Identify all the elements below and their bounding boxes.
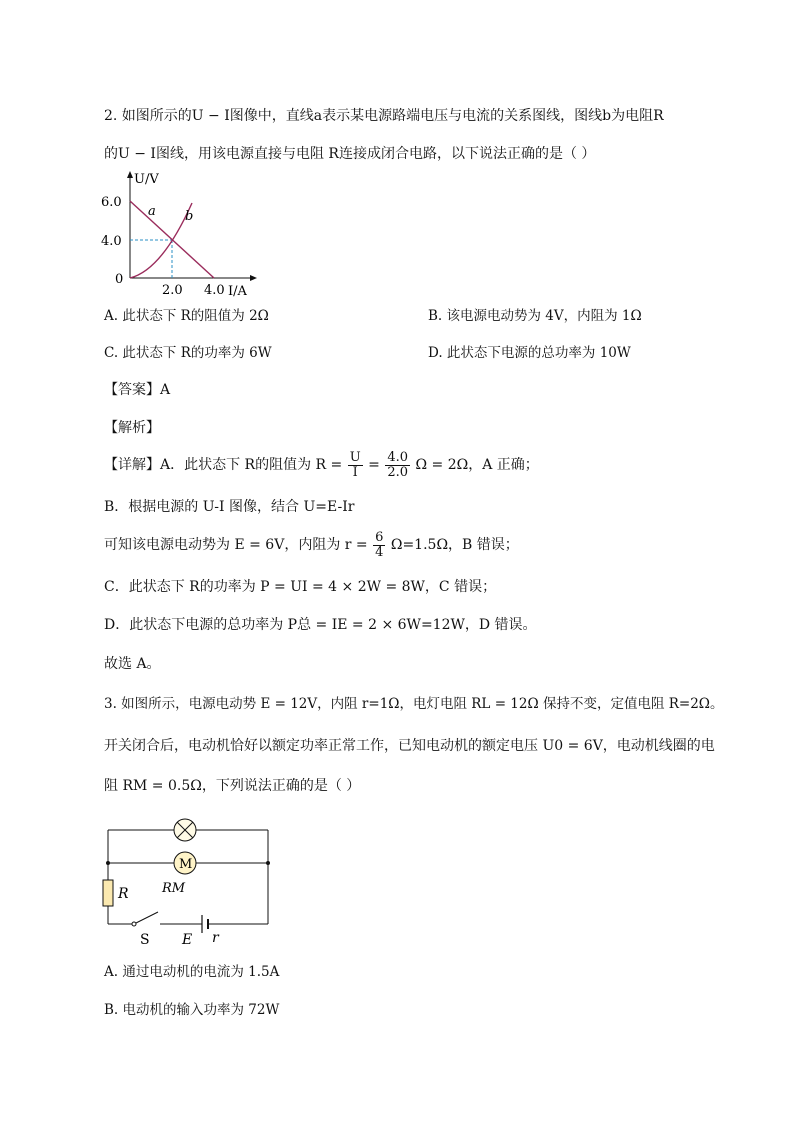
q3-stem-line1: 3. 如图所示，电源电动势 E = 12V，内阻 r=1Ω，电灯电阻 RL = 12Ω 保持不变，定值电阻 R=2Ω。 — [104, 696, 724, 712]
q2-option-c: C. 此状态下 R的功率为 6W — [104, 345, 272, 361]
circuit-svg — [96, 814, 282, 950]
q2-conclusion: 故选 A。 — [104, 656, 161, 672]
ui-graph-svg — [100, 170, 260, 298]
line-b-label: b — [185, 209, 194, 224]
x-tick-2: 2.0 — [162, 283, 183, 298]
x-axis-label: I/A — [228, 284, 247, 298]
fraction-6-over-4 — [373, 531, 385, 560]
resistor-label: R — [118, 886, 129, 902]
q2-stem-line1: 2. 如图所示的U − I图像中，直线a表示某电源路端电压与电流的关系图线，图线b为电阻R — [104, 108, 664, 124]
fraction-u-over-i — [348, 451, 363, 480]
circuit-diagram — [96, 814, 282, 954]
q2-stem-line2: 的U − I图线，用该电源直接与电阻 R连接成闭合电路，以下说法正确的是（ ） — [104, 146, 596, 162]
q3-stem-line3: 阻 RM = 0.5Ω，下列说法正确的是（ ） — [104, 778, 361, 794]
q2-detail-b2-prefix: 可知该电源电动势为 E = 6V，内阻为 r = — [104, 537, 368, 553]
fraction-numerator: U — [349, 449, 361, 465]
line-a-label: a — [148, 204, 156, 219]
fraction-4-over-2 — [385, 451, 410, 480]
q2-detail-b2-suffix: Ω=1.5Ω，B 错误； — [390, 537, 519, 553]
q2-option-a: A. 此状态下 R的阻值为 2Ω — [104, 308, 269, 324]
q2-detail-a-prefix: 【详解】A．此状态下 R的阻值为 R = — [104, 457, 343, 473]
q3-stem-line2: 开关闭合后，电动机恰好以额定功率正常工作，已知电动机的额定电压 U0 = 6V，电动机线圈的电 — [104, 738, 715, 754]
q2-detail-a-suffix: Ω = 2Ω，A 正确； — [415, 457, 539, 473]
q2-detail-b1: B．根据电源的 U-I 图像，结合 U=E-Ir — [104, 499, 355, 515]
y-axis-label: U/V — [134, 172, 159, 187]
q2-detail-c: C．此状态下 R的功率为 P = UI = 4 × 2W = 8W，C 错误； — [104, 579, 497, 595]
switch-contact — [132, 922, 136, 926]
fraction-denominator: 2.0 — [387, 464, 409, 480]
q2-option-b: B. 该电源电动势为 4V，内阻为 1Ω — [428, 308, 642, 324]
q2-detail-d: D．此状态下电源的总功率为 P总 = IE = 2 × 6W=12W，D 错误。 — [104, 617, 537, 633]
origin-label: 0 — [115, 272, 124, 287]
resistor-icon — [103, 880, 113, 906]
fraction-numerator: 4.0 — [387, 449, 409, 465]
y-tick-4: 4.0 — [101, 234, 122, 249]
q2-detail-a — [104, 448, 539, 482]
q3-option-b: B. 电动机的输入功率为 72W — [104, 1002, 280, 1018]
y-tick-6: 6.0 — [101, 195, 122, 210]
q3-option-a: A. 通过电动机的电流为 1.5A — [104, 964, 280, 980]
junction-left — [106, 861, 110, 865]
x-axis-arrow — [250, 275, 257, 281]
switch-icon — [136, 912, 158, 923]
equals-sign: = — [368, 457, 380, 473]
fraction-denominator: 4 — [375, 544, 384, 560]
q2-answer: 【答案】A — [104, 382, 171, 398]
junction-right — [266, 861, 270, 865]
fraction-denominator: I — [352, 464, 358, 480]
switch-label: S — [140, 932, 150, 948]
rm-label: RM — [162, 881, 186, 896]
q2-detail-b2 — [104, 528, 519, 562]
q2-analysis-heading: 【解析】 — [104, 420, 160, 436]
internal-resistance-label: r — [212, 930, 219, 946]
q2-option-d: D. 此状态下电源的总功率为 10W — [428, 345, 631, 361]
motor-label: M — [179, 857, 193, 872]
fraction-numerator: 6 — [375, 529, 384, 545]
x-tick-4: 4.0 — [204, 283, 225, 298]
y-axis-arrow — [127, 171, 133, 178]
emf-label: E — [182, 932, 193, 948]
ui-graph — [100, 170, 260, 302]
